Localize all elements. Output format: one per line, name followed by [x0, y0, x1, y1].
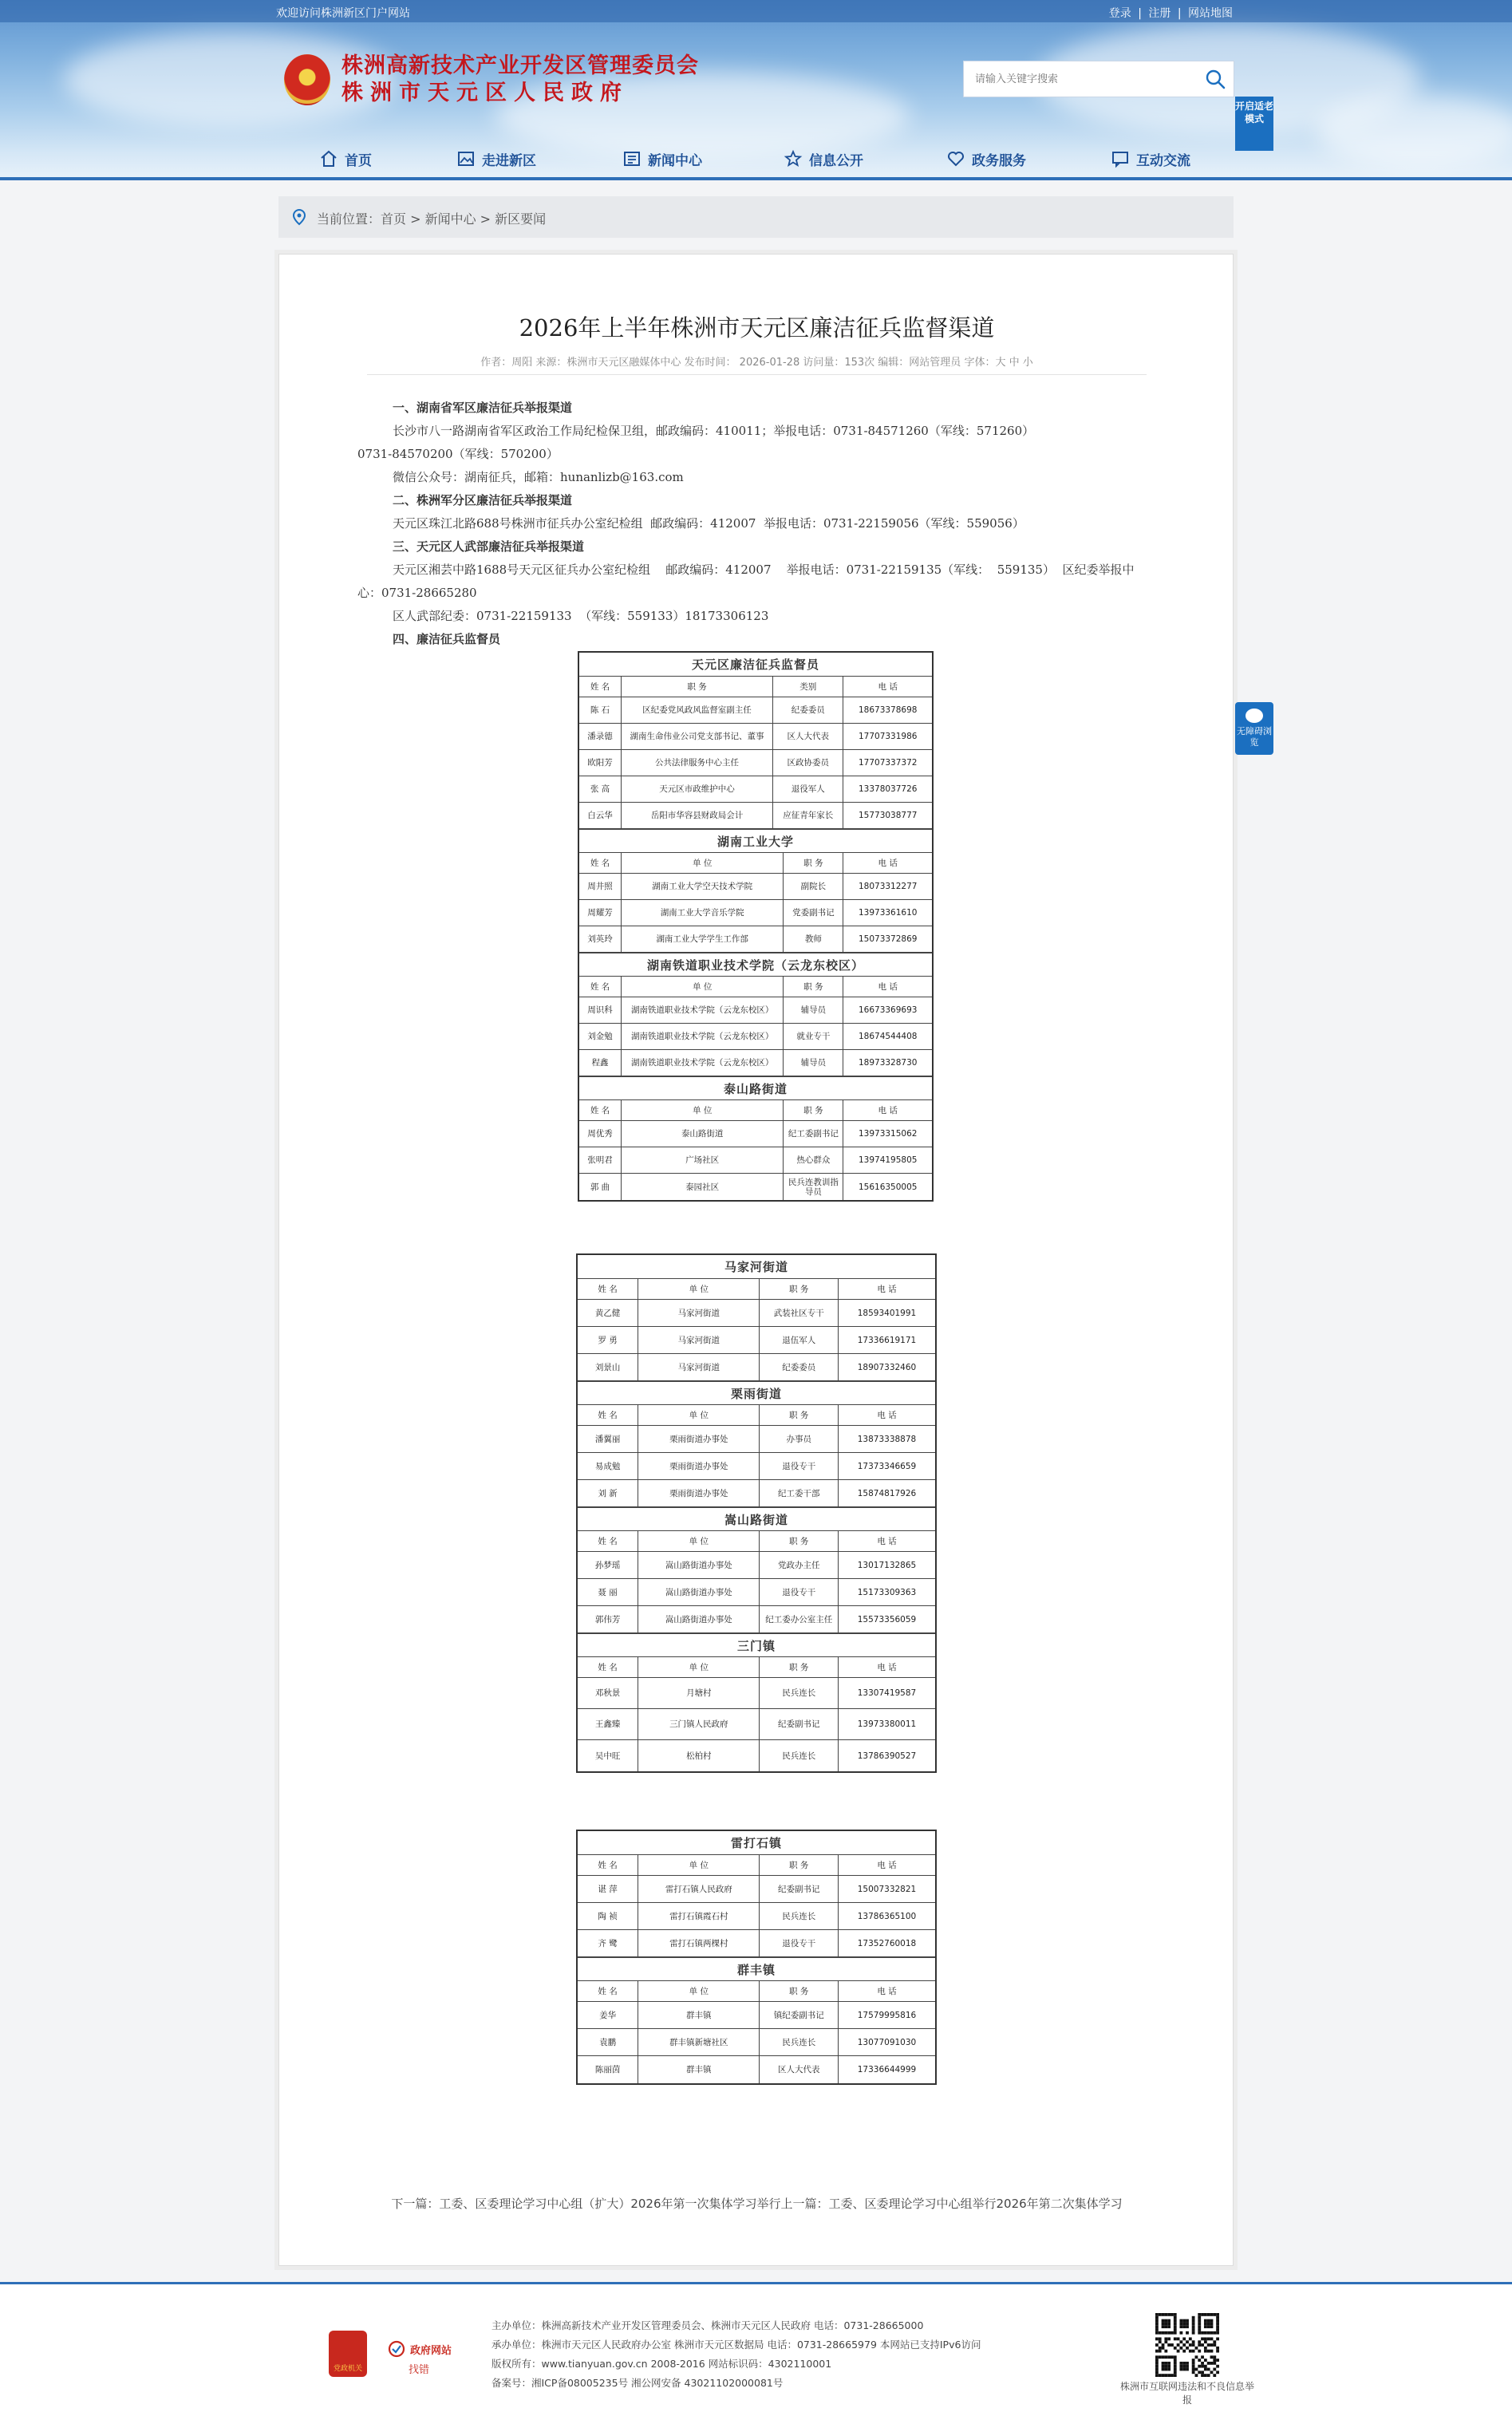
table-cell: 民兵连教训指导员: [784, 1174, 843, 1200]
accessibility-label: 无障碍浏览: [1237, 726, 1272, 748]
table-cell: 13786365100: [857, 1911, 917, 1921]
table-cell: 湖南生命伟业公司党支部书记、董事: [622, 724, 773, 749]
nav-label: 信息公开: [809, 152, 863, 169]
table-cell: 18674544408: [858, 1032, 918, 1041]
elder-mode-button[interactable]: 开启适老模式: [1235, 97, 1273, 151]
table-cell: 民兵连长: [760, 1740, 839, 1771]
register-link[interactable]: 注册: [1148, 7, 1171, 20]
star-icon: [784, 149, 803, 168]
table-cell: 陶 祯: [578, 1903, 638, 1929]
table-cell: 17373346659: [857, 1461, 917, 1471]
table-cell: 天元区市政维护中心: [622, 776, 773, 802]
table-header-row: [578, 1531, 935, 1552]
table-cell: 15874817926: [857, 1488, 917, 1498]
table-row: [578, 1327, 935, 1354]
table-section-title: 群丰镇: [578, 1957, 935, 1981]
table-cell: 退役专干: [760, 1930, 839, 1956]
table-cell: 15773038777: [858, 811, 918, 820]
table-row: [579, 874, 932, 900]
nav-label: 互动交流: [1136, 152, 1190, 169]
section-heading: 三、天元区人武部廉洁征兵举报渠道: [393, 539, 585, 554]
qr-caption: 株洲市互联网违法和不良信息举报: [1119, 2381, 1254, 2406]
welcome-text: 欢迎访问株洲新区门户网站: [276, 7, 410, 20]
table-header-cell: 电 话: [877, 1662, 897, 1672]
table-cell: 15616350005: [858, 1182, 918, 1192]
table-cell: 周井照: [579, 874, 622, 899]
table-row: [578, 1480, 935, 1507]
table-section-title: 马家河街道: [578, 1255, 935, 1279]
article-paragraph: 心：0731-28665280: [357, 586, 477, 600]
table-cell: 张明君: [579, 1147, 622, 1173]
table-header-cell: 姓 名: [578, 1855, 638, 1875]
table-section-title: 嵩山路街道: [578, 1507, 935, 1531]
table-cell: 湖南铁道职业技术学院（云龙东校区）: [622, 997, 784, 1023]
table-cell: 13077091030: [857, 2037, 917, 2047]
table-cell: 应征青年家长: [773, 803, 843, 828]
link-separator: |: [1177, 7, 1182, 20]
heart-icon: [946, 149, 965, 168]
table-cell: 刘景山: [578, 1354, 638, 1380]
table-cell: 区人大代表: [773, 724, 843, 749]
table-cell: 13307419587: [857, 1688, 917, 1698]
table-cell: 湖南铁道职业技术学院（云龙东校区）: [622, 1024, 784, 1049]
table-cell: 刘 新: [578, 1480, 638, 1506]
table-cell: 17579995816: [857, 2010, 917, 2020]
site-title-line1: 株洲高新技术产业开发区管理委员会: [341, 53, 699, 78]
table-cell: 15173309363: [857, 1587, 917, 1597]
table-header-cell: 姓 名: [578, 1405, 638, 1425]
article-paragraph: 天元区珠江北路688号株洲市征兵办公室纪检组 邮政编码：412007 举报电话：0731-22159056（军线：559056）: [393, 516, 1024, 531]
table-row: [578, 2002, 935, 2029]
table-cell: 齐 鹭: [578, 1930, 638, 1956]
table-row: [578, 1453, 935, 1480]
table-header-cell: 职 务: [784, 853, 843, 873]
table-row: [578, 1606, 935, 1633]
table-cell: 群丰镇: [638, 2002, 760, 2028]
search-icon[interactable]: [1205, 69, 1226, 89]
table-section-title: 雷打石镇: [578, 1831, 935, 1855]
table-header-cell: 单 位: [638, 1855, 760, 1875]
table-row: [578, 1876, 935, 1903]
table-cell: 办事员: [760, 1426, 839, 1452]
chat-icon: [1111, 149, 1130, 168]
table-row: [578, 1354, 935, 1381]
header-divider: [0, 177, 1512, 180]
nav-item-about[interactable]: [456, 147, 536, 171]
table-header-row: [579, 1100, 932, 1121]
table-row: [578, 1300, 935, 1327]
table-header-row: [579, 977, 932, 997]
table-cell: 13974195805: [858, 1155, 918, 1165]
table-cell: 袁鹏: [578, 2029, 638, 2055]
table-cell: 16673369693: [858, 1005, 918, 1015]
speech-bubble-icon: [1246, 709, 1263, 723]
breadcrumb-path[interactable]: 首页 > 新闻中心 > 新区要闻: [381, 211, 547, 227]
table-row: [578, 2056, 935, 2083]
table-row: [579, 697, 932, 724]
table-row: [579, 776, 932, 803]
sitemap-link[interactable]: 网站地图: [1188, 7, 1233, 20]
nav-item-home[interactable]: [319, 147, 372, 171]
news-icon: [622, 149, 642, 168]
table-cell: 栗雨街道办事处: [638, 1426, 760, 1452]
table-cell: 13973315062: [858, 1129, 918, 1139]
table-header-cell: 职 务: [784, 977, 843, 997]
table-cell: 武装社区专干: [760, 1300, 839, 1326]
table-cell: 吴中旺: [578, 1740, 638, 1771]
error-finder-sub: 找错: [409, 2364, 430, 2376]
footer-info: [491, 2316, 981, 2393]
article-title: 2026年上半年株洲市天元区廉洁征兵监督渠道: [519, 314, 995, 341]
table-cell: 纪委委员: [773, 697, 843, 723]
table-cell: 马家河街道: [638, 1354, 760, 1380]
table-cell: 13973380011: [857, 1719, 917, 1729]
article-paragraph: 0731-84570200（军线：570200）: [357, 447, 559, 461]
table-section-title: 三门镇: [578, 1633, 935, 1657]
table-cell: 镇纪委副书记: [760, 2002, 839, 2028]
table-row: [579, 803, 932, 829]
table-cell: 副院长: [784, 874, 843, 899]
article-meta: 作者：周阳 来源：株洲市天元区融媒体中心 发布时间： 2026-01-28 访问量：153次 编辑：网站管理员 字体：大 中 小: [480, 357, 1033, 369]
table-cell: 雷打石镇人民政府: [638, 1876, 760, 1902]
table-cell: 17336644999: [857, 2065, 917, 2074]
gov-site-error-finder[interactable]: [388, 2331, 458, 2376]
table-row: [579, 724, 932, 750]
table-cell: 15573356059: [857, 1614, 917, 1624]
table-header-cell: 姓 名: [579, 977, 622, 997]
footer-copyright: 版权所有：www.tianyuan.gov.cn 2008-2016 网站标识码：4302110001: [491, 2358, 832, 2370]
table-header-cell: 单 位: [638, 1405, 760, 1425]
location-pin-icon: [291, 208, 307, 226]
article-paragraph: 微信公众号：湖南征兵，邮箱：hunanlizb@163.com: [393, 470, 684, 484]
table-row: [579, 997, 932, 1024]
table-header-row: [578, 1279, 935, 1300]
table-cell: 栗雨街道办事处: [638, 1480, 760, 1506]
nav-item-news[interactable]: [622, 147, 702, 171]
table-cell: 纪工委干部: [760, 1480, 839, 1506]
table-header-cell: 电 话: [878, 1105, 898, 1115]
table-header-cell: 职 务: [760, 1657, 839, 1677]
table-header-cell: 职 务: [622, 677, 773, 697]
table-cell: 岳阳市华容县财政局会计: [622, 803, 773, 828]
table-cell: 邓秋景: [578, 1678, 638, 1708]
accessibility-button[interactable]: [1235, 702, 1273, 755]
table-section-title: 栗雨街道: [578, 1381, 935, 1405]
section-heading: 四、廉洁征兵监督员: [393, 632, 501, 646]
table-cell: 潘录德: [579, 724, 622, 749]
table-cell: 松柏村: [638, 1740, 760, 1771]
table-header-cell: 电 话: [877, 1284, 897, 1294]
party-gov-label: 党政机关: [333, 2365, 362, 2373]
table-cell: 刘英玲: [579, 926, 622, 952]
table-cell: 18973328730: [858, 1058, 918, 1068]
table-cell: 13786390527: [857, 1751, 917, 1761]
table-row: [578, 1678, 935, 1709]
table-cell: 15073372869: [858, 934, 918, 944]
table-cell: 易成勉: [578, 1453, 638, 1479]
site-title-line2: 株洲市天元区人民政府: [341, 81, 629, 105]
table-section-title: 湖南铁道职业技术学院（云龙东校区）: [579, 953, 932, 977]
table-cell: 17707331986: [858, 732, 918, 741]
table-cell: 陈丽茵: [578, 2056, 638, 2083]
table-cell: 辅导员: [784, 1050, 843, 1076]
table-header-cell: 电 话: [877, 1410, 897, 1420]
table-cell: 民兵连长: [760, 1903, 839, 1929]
account-links: [1106, 5, 1233, 21]
table-header-cell: 姓 名: [578, 1531, 638, 1551]
table-header-cell: 职 务: [784, 1100, 843, 1120]
table-header-cell: 类别: [773, 677, 843, 697]
national-emblem-icon: [284, 54, 330, 105]
section-heading: 一、湖南省军区廉洁征兵举报渠道: [393, 401, 573, 415]
site-header: [0, 0, 1512, 180]
table-cell: 纪委副书记: [760, 1709, 839, 1739]
table-cell: 孙梦瑶: [578, 1552, 638, 1578]
table-cell: 陈 石: [579, 697, 622, 723]
table-header-cell: 姓 名: [578, 1279, 638, 1299]
table-cell: 13873338878: [857, 1434, 917, 1444]
table-row: [578, 1740, 935, 1771]
table-cell: 湖南铁道职业技术学院（云龙东校区）: [622, 1050, 784, 1076]
table-header-row: [579, 853, 932, 874]
nav-label: 首页: [345, 152, 372, 169]
table-header-cell: 姓 名: [578, 1657, 638, 1677]
table-header-cell: 单 位: [622, 977, 784, 997]
table-row: [579, 750, 932, 776]
table-cell: 17707337372: [858, 758, 918, 768]
table-row: [579, 1121, 932, 1147]
table-cell: 程鑫: [579, 1050, 622, 1076]
article-paragraph: 天元区湘芸中路1688号天元区征兵办公室纪检组 邮政编码：412007 举报电话：0731-22159135（军线： 559135） 区纪委举报中: [393, 563, 1135, 577]
table-cell: 辅导员: [784, 997, 843, 1023]
table-cell: 区纪委党风政风监督室副主任: [622, 697, 773, 723]
search-input[interactable]: [964, 61, 1187, 97]
table-cell: 纪委委员: [760, 1354, 839, 1380]
picture-icon: [456, 149, 476, 168]
table-section-title: 湖南工业大学: [579, 829, 932, 853]
qr-code-icon: [1155, 2313, 1219, 2377]
breadcrumb-text: [317, 209, 546, 227]
table-header-cell: 姓 名: [579, 1100, 622, 1120]
table-row: [579, 1174, 932, 1200]
table-cell: 聂 丽: [578, 1579, 638, 1605]
table-cell: 党委副书记: [784, 900, 843, 926]
table-cell: 雷打石镇两棵村: [638, 1930, 760, 1956]
table-cell: 罗 勇: [578, 1327, 638, 1353]
table-header-cell: 职 务: [760, 1405, 839, 1425]
table-cell: 热心群众: [784, 1147, 843, 1173]
table-section-title: 泰山路街道: [579, 1076, 932, 1100]
table-cell: 欧阳芳: [579, 750, 622, 776]
table-header-cell: 单 位: [622, 1100, 784, 1120]
main-nav: [0, 140, 1512, 177]
table-header-cell: 职 务: [760, 1981, 839, 2001]
table-cell: 月塘村: [638, 1678, 760, 1708]
table-cell: 公共法律服务中心主任: [622, 750, 773, 776]
table-cell: 嵩山路街道办事处: [638, 1579, 760, 1605]
table-cell: 13378037726: [858, 784, 918, 794]
nav-item-interact[interactable]: [1111, 147, 1190, 171]
article-paragraph: 区人武部纪委：0731-22159133 （军线：559133）18173306123: [393, 609, 769, 623]
meta-divider: [367, 374, 1147, 375]
search-box: [963, 61, 1234, 97]
login-link[interactable]: 登录: [1108, 7, 1131, 20]
table-cell: 就业专干: [784, 1024, 843, 1049]
table-cell: 栗雨街道办事处: [638, 1453, 760, 1479]
table-row: [578, 1579, 935, 1606]
table-header-cell: 单 位: [638, 1657, 760, 1677]
table-cell: 谌 萍: [578, 1876, 638, 1902]
table-cell: 黄乙健: [578, 1300, 638, 1326]
table-cell: 郭伟芳: [578, 1606, 638, 1632]
top-bar: [0, 0, 1512, 22]
table-row: [579, 900, 932, 926]
breadcrumb-prefix: 当前位置：: [317, 211, 381, 227]
table-header-cell: 电 话: [877, 1860, 897, 1870]
table-cell: 退役专干: [760, 1579, 839, 1605]
table-row: [578, 1709, 935, 1740]
home-icon: [319, 149, 338, 168]
table-cell: 13017132865: [857, 1560, 917, 1570]
table-header-cell: 职 务: [760, 1855, 839, 1875]
table-header-row: [578, 1405, 935, 1426]
table-cell: 泰山路街道: [622, 1121, 784, 1147]
table-cell: 群丰镇新塘社区: [638, 2029, 760, 2055]
table-header-row: [578, 1981, 935, 2002]
table-header-cell: 职 务: [760, 1279, 839, 1299]
nav-label: 走进新区: [482, 152, 536, 169]
table-header-cell: 单 位: [622, 853, 784, 873]
table-cell: 教师: [784, 926, 843, 952]
table-cell: 湖南工业大学空天技术学院: [622, 874, 784, 899]
table-cell: 泰园社区: [622, 1174, 784, 1200]
nav-item-services[interactable]: [946, 147, 1026, 171]
table-header-row: [579, 677, 932, 697]
table-cell: 雷打石镇霞石村: [638, 1903, 760, 1929]
table-cell: 纪工委副书记: [784, 1121, 843, 1147]
footer-icp[interactable]: 备案号：湘ICP备08005235号 湘公网安备 43021102000081号: [491, 2377, 784, 2389]
breadcrumb: [278, 196, 1234, 238]
table-cell: 17352760018: [857, 1938, 917, 1948]
table-cell: 广场社区: [622, 1147, 784, 1173]
table-cell: 18593401991: [857, 1308, 917, 1318]
nav-label: 政务服务: [972, 152, 1026, 169]
table-cell: 郭 曲: [579, 1174, 622, 1200]
table-section-title: 天元区廉洁征兵监督员: [579, 653, 932, 677]
table-row: [578, 1930, 935, 1957]
table-cell: 周优秀: [579, 1121, 622, 1147]
table-cell: 18673378698: [858, 705, 918, 715]
table-cell: 张 高: [579, 776, 622, 802]
table-row: [579, 1024, 932, 1050]
table-row: [579, 1147, 932, 1174]
article-body: [357, 397, 1151, 651]
table-cell: 民兵连长: [760, 1678, 839, 1708]
section-heading: 二、株洲军分区廉洁征兵举报渠道: [393, 493, 573, 507]
table-cell: 周耀芳: [579, 900, 622, 926]
table-header-cell: 单 位: [638, 1279, 760, 1299]
table-cell: 13973361610: [858, 908, 918, 918]
table-header-cell: 电 话: [878, 981, 898, 992]
table-cell: 三门镇人民政府: [638, 1709, 760, 1739]
table-header-row: [578, 1855, 935, 1876]
table-cell: 嵩山路街道办事处: [638, 1552, 760, 1578]
supervisor-table-2: [576, 1253, 937, 1773]
table-cell: 18907332460: [857, 1362, 917, 1372]
table-cell: 王鑫臻: [578, 1709, 638, 1739]
table-cell: 纪委副书记: [760, 1876, 839, 1902]
table-cell: 党政办主任: [760, 1552, 839, 1578]
table-row: [578, 1426, 935, 1453]
table-cell: 民兵连长: [760, 2029, 839, 2055]
table-cell: 纪工委办公室主任: [760, 1606, 839, 1632]
article-paragraph: 长沙市八一路湖南省军区政治工作局纪检保卫组，邮政编码：410011；举报电话：0731-84571260（军线：571260）: [393, 424, 1035, 438]
table-header-cell: 姓 名: [579, 677, 622, 697]
footer-sponsor: 主办单位：株洲高新技术产业开发区管理委员会、株洲市天元区人民政府 电话：0731-28665000: [491, 2319, 924, 2331]
table-cell: 退役专干: [760, 1453, 839, 1479]
table-cell: 刘金勉: [579, 1024, 622, 1049]
table-cell: 退役军人: [773, 776, 843, 802]
table-cell: 姜华: [578, 2002, 638, 2028]
table-row: [579, 1050, 932, 1076]
table-header-cell: 单 位: [638, 1531, 760, 1551]
nav-label: 新闻中心: [648, 152, 702, 169]
table-header-cell: 单 位: [638, 1981, 760, 2001]
table-cell: 马家河街道: [638, 1300, 760, 1326]
table-row: [578, 2029, 935, 2056]
table-header-cell: 职 务: [760, 1531, 839, 1551]
table-cell: 白云华: [579, 803, 622, 828]
table-row: [579, 926, 932, 953]
table-header-cell: 电 话: [877, 1536, 897, 1546]
table-cell: 湖南工业大学音乐学院: [622, 900, 784, 926]
table-header-row: [578, 1657, 935, 1678]
site-title[interactable]: [341, 53, 699, 107]
next-prev-links[interactable]: 下一篇：工委、区委理论学习中心组（扩大）2026年第一次集体学习举行上一篇：工委、区委理论学习中心组举行2026年第二次集体学习: [391, 2197, 1123, 2211]
error-finder-title: 政府网站: [410, 2345, 452, 2357]
table-header-cell: 电 话: [877, 1986, 897, 1996]
table-cell: 湖南工业大学学生工作部: [622, 926, 784, 952]
table-cell: 退伍军人: [760, 1327, 839, 1353]
table-header-cell: 电 话: [878, 858, 898, 868]
table-cell: 区政协委员: [773, 750, 843, 776]
table-cell: 周识科: [579, 997, 622, 1023]
table-cell: 嵩山路街道办事处: [638, 1606, 760, 1632]
site-footer: [0, 2282, 1512, 2412]
table-cell: 群丰镇: [638, 2056, 760, 2083]
table-cell: 18073312277: [858, 882, 918, 891]
table-cell: 区人大代表: [760, 2056, 839, 2083]
table-header-cell: 姓 名: [579, 853, 622, 873]
supervisor-table-3: [576, 1830, 937, 2085]
link-separator: |: [1138, 7, 1142, 20]
error-finder-icon: [388, 2340, 405, 2358]
table-header-cell: 姓 名: [578, 1981, 638, 2001]
table-cell: 马家河街道: [638, 1327, 760, 1353]
article-card: [278, 254, 1234, 2266]
supervisor-table-1: [578, 651, 934, 1202]
table-cell: 15007332821: [857, 1884, 917, 1894]
table-cell: 17336619171: [857, 1335, 917, 1345]
table-cell: 潘翼丽: [578, 1426, 638, 1452]
party-gov-badge[interactable]: [329, 2331, 367, 2377]
nav-item-info[interactable]: [784, 147, 863, 171]
table-row: [578, 1552, 935, 1579]
table-row: [578, 1903, 935, 1930]
table-header-cell: 电 话: [878, 681, 898, 692]
footer-organizer: 承办单位：株洲市天元区人民政府办公室 株洲市天元区数据局 电话：0731-28665979 本网站已支持IPv6访问: [491, 2339, 981, 2351]
